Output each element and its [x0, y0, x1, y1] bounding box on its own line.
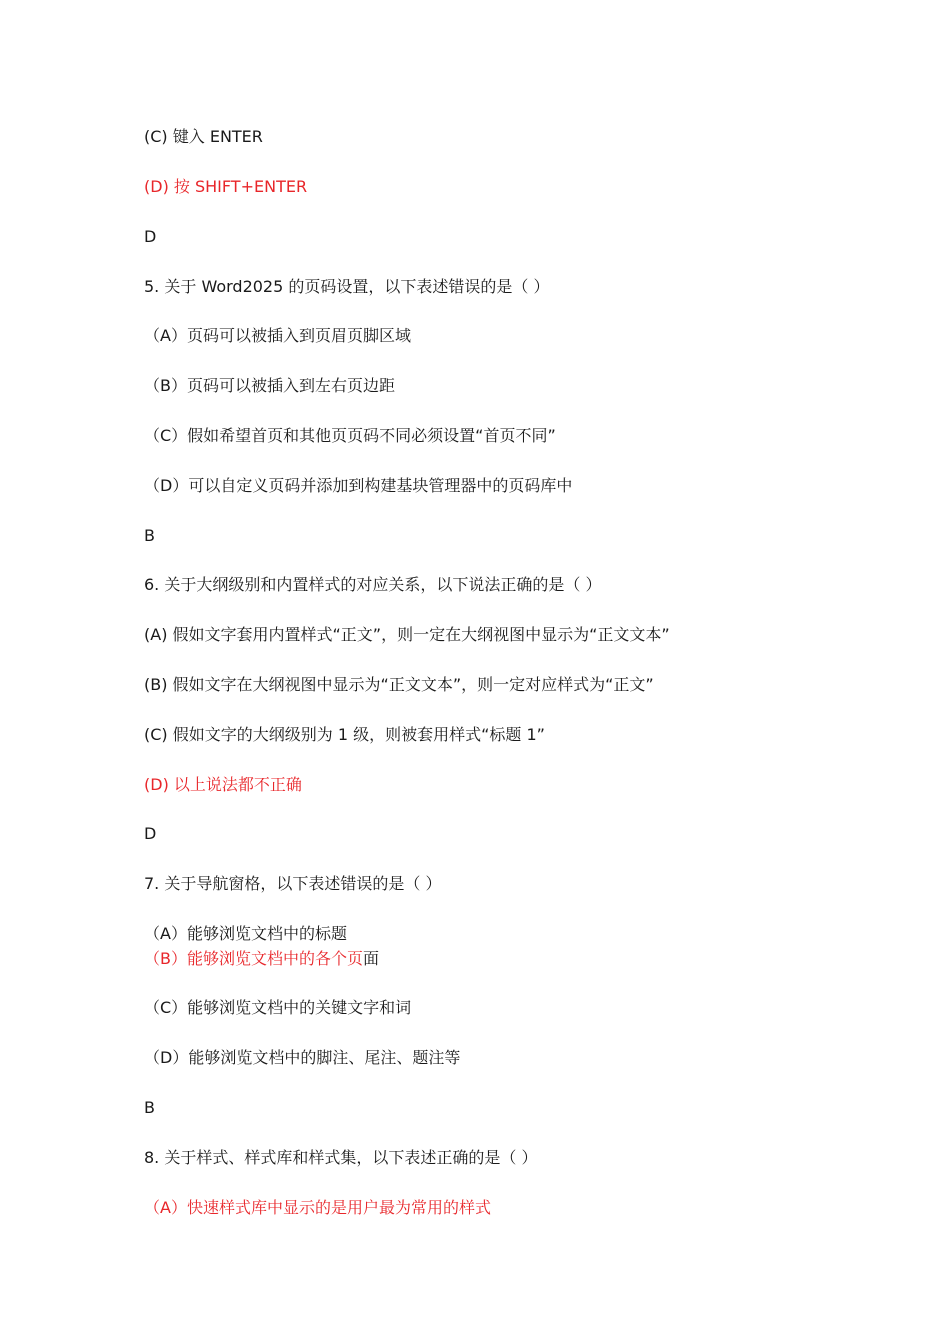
question-6: 6. 关于大纲级别和内置样式的对应关系，以下说法正确的是（ ）	[144, 575, 602, 594]
answer-line: D	[144, 227, 157, 246]
q5-option-b: （B）页码可以被插入到左右页边距	[144, 376, 395, 395]
question-8: 8. 关于样式、样式库和样式集，以下表述正确的是（ ）	[144, 1148, 538, 1167]
q6-option-d-answer: (D) 以上说法都不正确	[144, 775, 302, 794]
q7-answer: B	[144, 1098, 155, 1117]
q6-option-c: (C) 假如文字的大纲级别为 1 级，则被套用样式“标题 1”	[144, 725, 545, 744]
q8-option-a-answer: （A）快速样式库中显示的是用户最为常用的样式	[144, 1198, 491, 1217]
q6-option-b: (B) 假如文字在大纲视图中显示为“正文文本”，则一定对应样式为“正文”	[144, 675, 654, 694]
option-c-line: (C) 键入 ENTER	[144, 127, 263, 146]
q5-option-a: （A）页码可以被插入到页眉页脚区域	[144, 326, 411, 345]
question-5: 5. 关于 Word2025 的页码设置，以下表述错误的是（ ）	[144, 277, 550, 296]
option-d-answer-line: (D) 按 SHIFT+ENTER	[144, 177, 308, 196]
q7-option-a: （A）能够浏览文档中的标题	[144, 924, 347, 943]
q7-option-b-answer	[144, 948, 379, 970]
q5-option-d: （D）可以自定义页码并添加到构建基块管理器中的页码库中	[144, 476, 573, 495]
q6-answer: D	[144, 824, 157, 843]
q5-option-c: （C）假如希望首页和其他页页码不同必须设置“首页不同”	[144, 426, 556, 445]
q7-option-c: （C）能够浏览文档中的关键文字和词	[144, 998, 412, 1017]
q5-answer: B	[144, 526, 155, 545]
q6-option-a: (A) 假如文字套用内置样式“正文”，则一定在大纲视图中显示为“正文文本”	[144, 625, 670, 644]
q7-option-d: （D）能够浏览文档中的脚注、尾注、题注等	[144, 1048, 461, 1067]
q7-option-b-highlight: （B）能够浏览文档中的各个页	[144, 949, 363, 968]
q7-option-b-tail: 面	[362, 949, 379, 968]
question-7: 7. 关于导航窗格，以下表述错误的是（ ）	[144, 874, 442, 893]
